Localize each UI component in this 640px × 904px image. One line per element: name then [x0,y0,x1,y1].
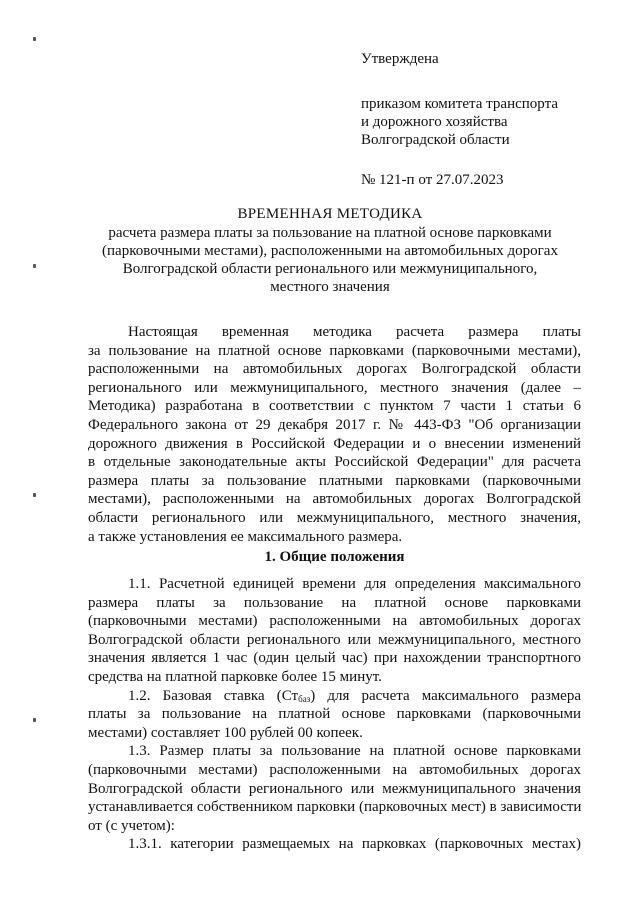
text-fragment: 1.2. Базовая ставка (Ст [128,687,299,704]
approved-label: Утверждена [361,51,439,67]
section-heading: 1. Общие положения [264,549,405,565]
approval-block [361,50,558,189]
text-line: Волгоградской области регионального или межмуниципального значения [88,780,581,797]
scan-mark [33,718,36,722]
text-line: Методика) разработана в соответствии с пунктом 7 части 1 статьи 6 [88,398,581,415]
text-line: за пользование на платной основе парковками (парковочными местами), [88,342,581,359]
subscript: баз [298,693,311,704]
scan-mark [33,37,36,41]
text-line: 1.1. Расчетной единицей времени для определения максимального [128,576,581,592]
text-line: Настоящая временная методика расчета размера платы [128,324,581,340]
text-line: размера платы за пользование платными парковками (парковочными [88,472,581,489]
text-line: местами), расположенными на автомобильных дорогах Волгоградской [88,491,581,508]
text-line: Волгоградской области регионального или межмуниципального, местного [88,631,581,648]
scan-mark [33,493,36,497]
text-line: расположенными на автомобильных дорогах Волгоградской области [88,361,581,378]
title-main: ВРЕМЕННАЯ МЕТОДИКА [237,206,423,222]
text-line: в отдельные законодательные акты Российской Федерации" для расчета [88,454,581,471]
order-number: № 121-п от 27.07.2023 [361,172,504,188]
text-line: области регионального или межмуниципального, местного значения, [88,509,581,526]
text-line: 1.3.1. категории размещаемых на парковках (парковочных местах) [128,836,581,853]
text-line: Федерального закона от 29 декабря 2017 г. № 443-ФЗ "Об организации [88,416,581,433]
order-line: и дорожного хозяйства [361,114,508,130]
text-line: а также установления ее максимального размера. [88,528,403,545]
text-line: платы за пользование на платной основе парковками (парковочными [88,706,581,723]
text-line-with-subscript [88,687,581,706]
order-line: приказом комитета транспорта [361,96,558,112]
title-line: Волгоградской области регионального или межмуниципального, [122,261,538,277]
title-line: (парковочными местами), расположенными на автомобильных дорогах [102,243,558,259]
text-fragment: ) для расчета максимального размера [310,687,581,704]
text-line: устанавливается собственником парковки (парковочных мест) в зависимости [88,799,581,816]
document-title [80,205,580,296]
text-line: (парковочными местами) расположенными на автомобильных дорогах [88,761,581,778]
scan-mark [33,264,36,268]
text-line: средства на платной парковке более 15 минут. [88,668,382,685]
text-line: (парковочными местами) расположенными на автомобильных дорогах [88,613,581,630]
order-line: Волгоградской области [361,132,510,148]
title-line: расчета размера платы за пользование на платной основе парковками [108,225,552,241]
intro-paragraph [88,323,581,546]
text-line: 1.3. Размер платы за пользование на платной основе парковками [128,743,581,760]
text-line: дорожного движения в Российской Федерации и о внесении изменений [88,435,581,452]
text-line: значения является 1 час (один целый час) при нахождении транспортного [88,650,581,667]
text-line: от (с учетом): [88,817,175,834]
title-line: местного значения [270,279,390,295]
text-line: размера платы за пользование на платной основе парковками [88,594,581,611]
section-1-body [88,575,581,854]
text-line: местами) составляет 100 рублей 00 копеек. [88,724,363,741]
text-line: регионального или межмуниципального, местного значения (далее – [88,379,581,396]
